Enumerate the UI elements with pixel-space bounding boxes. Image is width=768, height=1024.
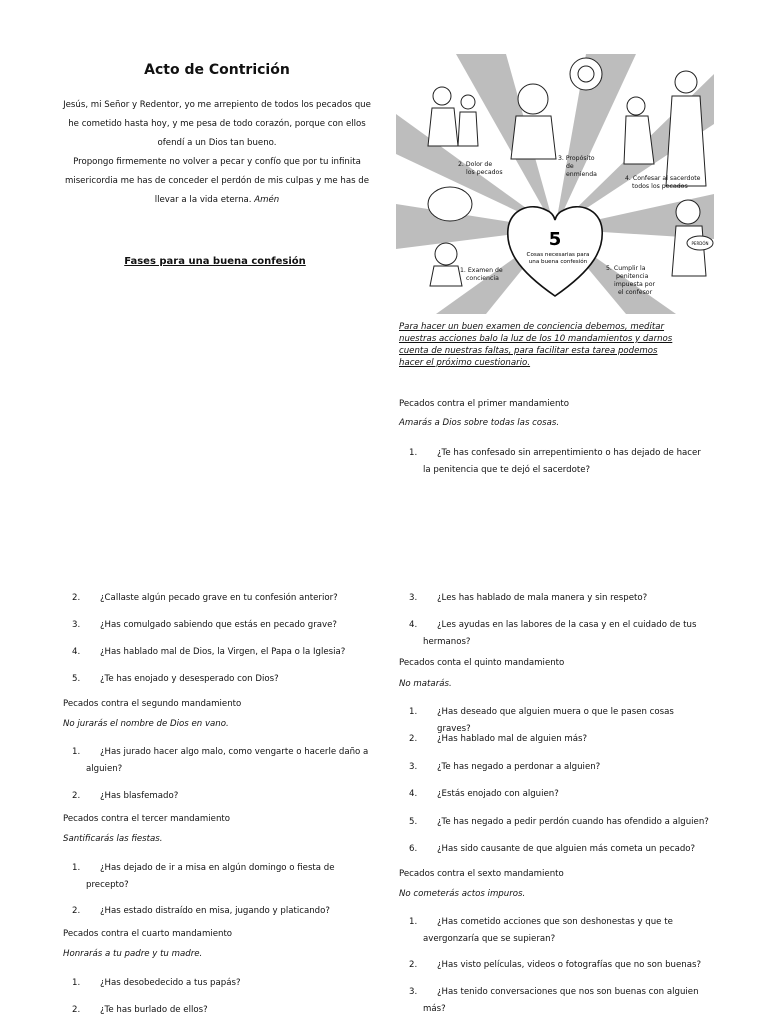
list-item <box>72 860 368 894</box>
item-number: 3. <box>409 987 418 997</box>
prayer-line: ofendí a un Dios tan bueno. <box>157 138 277 148</box>
heart-caption: Cosas necesarias para <box>526 252 590 258</box>
item-number: 1. <box>409 448 418 458</box>
item-number: 4. <box>409 620 418 630</box>
list-item <box>72 617 372 634</box>
item-text: ¿Callaste algún pecado grave en tu confesión anterior? <box>100 593 338 603</box>
step-2-label: los pecados <box>466 169 503 176</box>
item-text: ¿Has comulgado sabiendo que estás en pecado grave? <box>100 620 337 630</box>
prayer-last-line: llevar a la vida eterna. <box>154 195 252 205</box>
item-text: ¿Les ayudas en las labores de la casa y en el cuidado de tus <box>437 620 697 630</box>
item-number: 3. <box>72 620 81 630</box>
item-number: 2. <box>72 593 81 603</box>
item-number: 5. <box>409 817 418 827</box>
list-item <box>72 644 372 661</box>
item-number: 4. <box>409 789 418 799</box>
heart-number: 5 <box>548 229 562 250</box>
item-number: 2. <box>72 791 81 801</box>
item-text: ¿Te has enojado y desesperado con Dios? <box>100 674 279 684</box>
list-item <box>409 617 709 651</box>
intro-line: nuestras acciones balo la luz de los 10 mandamientos y darnos <box>399 334 673 344</box>
item-number: 2. <box>409 960 418 970</box>
item-text: hermanos? <box>423 637 471 647</box>
step-1-label: 1. Examen de <box>460 267 503 274</box>
commandment-text: Santificarás las fiestas. <box>63 834 163 844</box>
item-text: ¿Has estado distraído en misa, jugando y platicando? <box>100 906 330 916</box>
item-number: 3. <box>409 593 418 603</box>
item-number: 1. <box>72 978 81 988</box>
list-item <box>72 671 372 688</box>
item-text: ¿Estás enojado con alguien? <box>437 789 559 799</box>
item-text: ¿Has visto películas, videos o fotografías que no son buenas? <box>437 960 702 970</box>
list-item <box>409 704 709 734</box>
commandment-text: No matarás. <box>399 679 452 689</box>
prayer-line: he cometido hasta hoy, y me pesa de todo corazón, porque con ellos <box>68 119 366 129</box>
intro-line: hacer el próximo cuestionario. <box>399 358 531 368</box>
intro-line: cuenta de nuestras faltas, para facilitar esta tarea podemos <box>399 346 658 356</box>
commandment-text: No jurarás el nombre de Dios en vano. <box>63 719 229 729</box>
item-text: más? <box>423 1004 446 1014</box>
item-text: ¿Has dejado de ir a misa en algún domingo o fiesta de <box>100 863 335 873</box>
list-item <box>72 590 372 607</box>
step-4-label: 4. Confesar al sacerdote <box>625 175 701 182</box>
item-text: ¿Has tenido conversaciones que nos son buenas con alguien <box>437 987 699 997</box>
commandment-text: Amarás a Dios sobre todas las cosas. <box>399 418 560 428</box>
prayer-text <box>42 96 392 210</box>
item-number: 1. <box>72 747 81 757</box>
heart-caption: una buena confesión <box>528 259 588 265</box>
list-item <box>409 984 705 1018</box>
list-item <box>72 1002 372 1019</box>
item-text: ¿Les has hablado de mala manera y sin respeto? <box>437 593 648 603</box>
item-text: ¿Te has negado a perdonar a alguien? <box>437 762 601 772</box>
step-2-label: 2. Dolor de <box>458 161 493 168</box>
item-text: alguien? <box>86 764 123 774</box>
step-5-label: el confesor <box>618 289 653 296</box>
list-item <box>409 957 709 974</box>
list-item <box>409 445 709 479</box>
item-text: ¿Te has confesado sin arrepentimiento o has dejado de hacer <box>437 448 701 458</box>
list-item <box>72 788 372 805</box>
list-item <box>409 590 709 607</box>
step-5-label: penitencia <box>616 273 649 280</box>
step-5-label: 5. Cumplir la <box>606 265 646 272</box>
step-3-label: 3. Propósito <box>558 155 595 162</box>
section-heading: Pecados contra el tercer mandamiento <box>63 814 231 824</box>
step-4-label: todos los pecados <box>632 183 688 190</box>
list-item <box>409 759 709 776</box>
item-text: ¿Te has burlado de ellos? <box>100 1005 208 1015</box>
item-text: ¿Has hablado mal de Dios, la Virgen, el Papa o la Iglesia? <box>100 647 346 657</box>
page-title: Acto de Contrición <box>144 62 290 78</box>
item-text: ¿Has jurado hacer algo malo, como vengarte o hacerle daño a <box>100 747 369 757</box>
item-number: 2. <box>72 1005 81 1015</box>
item-number: 6. <box>409 844 418 854</box>
prayer-line: Propongo firmemente no volver a pecar y confío que por tu infinita <box>73 157 361 167</box>
item-text: la penitencia que te dejó el sacerdote? <box>423 465 591 475</box>
prayer-line: Jesús, mi Señor y Redentor, yo me arrepiento de todos los pecados que <box>63 100 371 110</box>
item-text: ¿Has cometido acciones que son deshonestas y que te <box>437 917 673 927</box>
confession-illustration <box>396 54 714 314</box>
phases-title: Fases para una buena confesión <box>124 256 306 267</box>
item-number: 2. <box>72 906 81 916</box>
item-text: avergonzaría que se supieran? <box>423 934 556 944</box>
list-item <box>409 841 709 858</box>
list-item <box>409 914 705 948</box>
step-3-label: enmienda <box>566 171 597 178</box>
item-number: 3. <box>409 762 418 772</box>
item-number: 1. <box>72 863 81 873</box>
section-heading: Pecados contra el segundo mandamiento <box>63 699 242 709</box>
amen: Amén <box>254 195 280 205</box>
list-item <box>72 975 372 992</box>
commandment-text: Honrarás a tu padre y tu madre. <box>63 949 203 959</box>
step-3-label: de <box>566 163 574 170</box>
list-item <box>72 903 372 920</box>
list-item <box>409 786 709 803</box>
list-item <box>409 731 709 748</box>
step-1-label: conciencia <box>466 275 499 282</box>
item-text: ¿Has deseado que alguien muera o que le pasen cosas graves? <box>437 707 674 734</box>
item-number: 1. <box>409 917 418 927</box>
list-item <box>72 744 372 778</box>
item-text: ¿Has blasfemado? <box>100 791 179 801</box>
item-number: 4. <box>72 647 81 657</box>
item-number: 1. <box>409 707 418 717</box>
section-heading: Pecados contra el cuarto mandamiento <box>63 929 233 939</box>
item-text: ¿Has hablado mal de alguien más? <box>437 734 588 744</box>
item-text: ¿Te has negado a pedir perdón cuando has ofendido a alguien? <box>437 817 709 827</box>
item-number: 2. <box>409 734 418 744</box>
item-text: ¿Has desobedecido a tus papás? <box>100 978 241 988</box>
intro-text <box>399 321 702 369</box>
section-heading: Pecados contra el sexto mandamiento <box>399 869 564 879</box>
item-text: ¿Has sido causante de que alguien más cometa un pecado? <box>437 844 696 854</box>
section-heading: Pecados contra el primer mandamiento <box>399 399 570 409</box>
intro-line: Para hacer un buen examen de conciencia debemos, meditar <box>399 322 665 332</box>
commandment-text: No cometerás actos impuros. <box>399 889 526 899</box>
section-heading: Pecados conta el quinto mandamiento <box>399 658 565 668</box>
prayer-line <box>42 191 392 210</box>
step-5-label: impuesta por <box>614 281 656 288</box>
prayer-line: misericordia me has de conceder el perdón de mis culpas y me has de <box>64 176 370 186</box>
item-number: 5. <box>72 674 81 684</box>
item-text: precepto? <box>86 880 129 890</box>
sign-text: PERDÓN <box>691 241 709 246</box>
list-item <box>409 814 709 831</box>
